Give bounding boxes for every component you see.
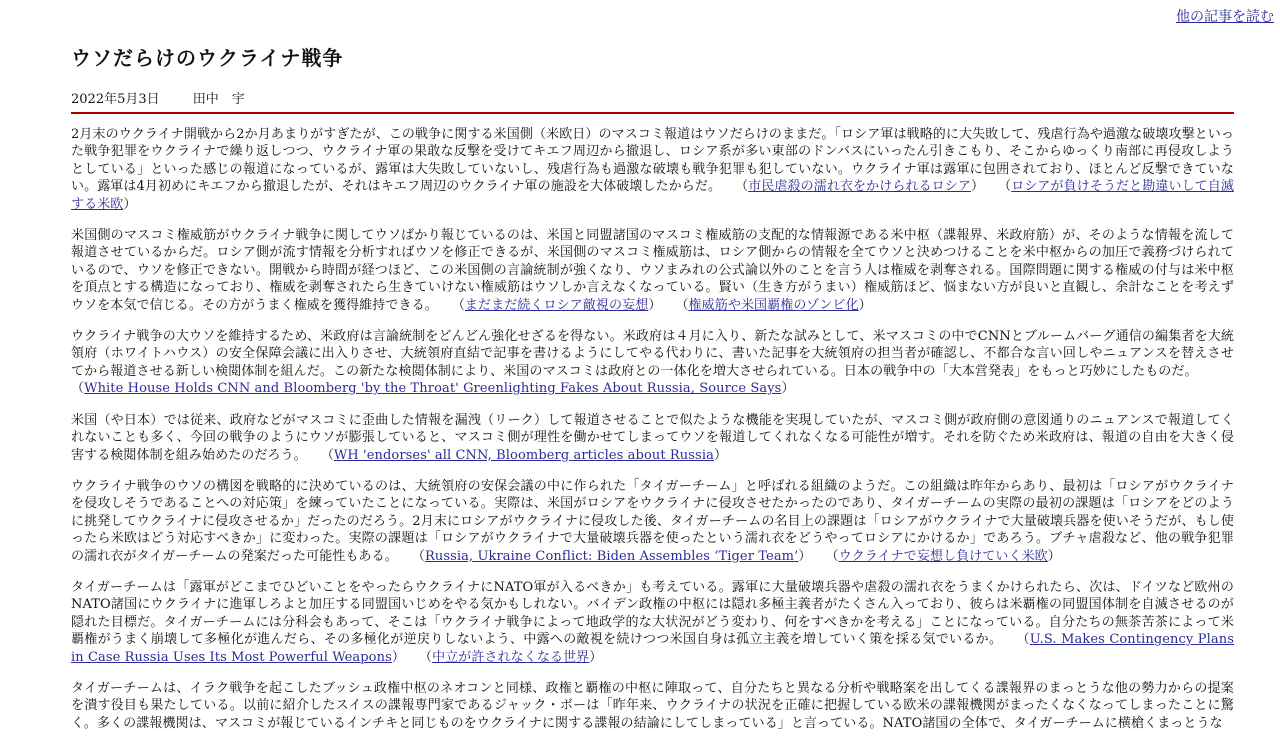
paragraph-2: 米国側のマスコミ権威筋がウクライナ戦争に関してウソばかり報じているのは、米国と同盟諸国のマスコミ権威筋の支配的な情報源である米中枢（諜報界、米政府筋）が、そのような情報を流して報道させているからだ。ロシア側が流す情報を分析すればウソを修正できるが、米国側のマスコミ権威筋は、ロシア側からの情報を全てウソと決めつけることを米中枢からの加圧で義務づけられているので、ウソを修正できない。開戦から時間が経つほど、この米国側の言論統制が強くなり、ウソまみれの公式論以外のことを言う人は権威を剥奪される。国際問題に関する権威の付与は米中枢を頂点とする構造になっており、権威を剥奪されたら生きていけない権威筋はウソしか言えなくなっている。賢い（生き方がうまい）権威筋ほど、悩まない方が良いと直観し、余計なことを考えずウソを本気で信じる。その方がうまく権威を獲得維持できる。 （まだまだ続くロシア敵視の妄想） （権威筋や米国覇権のゾンビ化）: [71, 228, 1234, 313]
title-divider: [71, 112, 1234, 114]
article-body: [71, 126, 1234, 746]
paragraph-text: タイガーチームは「露軍がどこまでひどいことをやったらウクライナにNATO軍が入るべきか」も考えている。露軍に大量破壊兵器や虐殺の濡れ衣をうまくかけられたら、次は、ドイツなど欧州のNATO諸国にウクライナに進軍しろよと加圧する同盟国いじめをやる気かもしれない。バイデン政権の中枢には隠れ多極主義者がたくさん入っており、彼らは米覇権の同盟国体制を自滅させるのが隠れた目標だ。タイガーチームには分科会もあって、そこは「ウクライナ戦争によって地政学的な大状況がどう変わり、何をすべきかを考える」ことになっている。自分たちの無茶苦茶によって米覇権がうまく崩壊して多極化が進んだら、その多極化が逆戻りしないよう、中露への敵視を続けつつ米国自身は孤立主義を増していく策を採る気でいるか。: [71, 579, 1234, 648]
paragraph-text: タイガーチームは、イラク戦争を起こしたブッシュ政権中枢のネオコンと同様、政権と覇権の中枢に陣取って、自分たちと異なる分析や戦略案を出してくる諜報界のまっとうな他の勢力からの提案を潰す役目も果たしている。以前に紹介したスイスの諜報専門家であるジャック・ボーは「昨年来、ウクライナの状況を正確に把握している欧米の諜報機関がまったくなくなってしまったことに驚く。多くの諜報機関は、マスコミが報じているインチキと同じものをウクライナに関する諜報の結論にしてしまっている」と言っている。NATO諸国の全体で、タイガーチームに横槍くまっとうな: [71, 680, 1234, 731]
paragraph-text: 2月末のウクライナ開戦から2か月あまりがすぎたが、この戦争に関する米国側（米欧日）のマスコミ報道はウソだらけのままだ。「ロシア軍は戦略的に大失敗して、残虐行為や過激な破壊攻撃といった戦争犯罪をウクライナで繰り返しつつ、ウクライナ軍の果敢な反撃を受けてキエフ周辺から撤退し、ロシア系が多い東部のドンバスにいったん引きこもり、そこからゆっくり南部に再侵攻しようとしている」といった感じの報道になっているが、露軍は大失敗していないし、残虐行為も過激な破壊も戦争犯罪も犯していない。ウクライナ軍は露軍に包囲されており、ほとんど反撃できていない。露軍は4月初めにキエフから撤退したが、それはキエフ周辺のウクライナ軍の施設を大体破壊したからだ。: [71, 127, 1234, 195]
source-link[interactable]: U.S. Makes Contingency Plans in Case Russia Uses Its Most Powerful Weapons: [71, 632, 1234, 665]
paragraph-6: タイガーチームは「露軍がどこまでひどいことをやったらウクライナにNATO軍が入るべきか」も考えている。露軍に大量破壊兵器や虐殺の濡れ衣をうまくかけられたら、次は、ドイツなど欧州のNATO諸国にウクライナに進軍しろよと加圧する同盟国いじめをやる気かもしれない。バイデン政権の中枢には隠れ多極主義者がたくさん入っており、彼らは米覇権の同盟国体制を自滅させるのが隠れた目標だ。タイガーチームには分科会もあって、そこは「ウクライナ戦争によって地政学的な大状況がどう変わり、何をすべきかを考える」ことになっている。自分たちの無茶苦茶によって米覇権がうまく崩壊して多極化が進んだら、その多極化が逆戻りしないよう、中露への敵視を続けつつ米国自身は孤立主義を増していく策を採る気でいるか。 （U.S. Makes Contingency Plans in Case Russia Uses Its Most Powerful Weapons） （中立が許されなくなる世界）: [71, 579, 1234, 665]
paragraph-text: ウクライナ戦争の大ウソを維持するため、米政府は言論統制をどんどん強化せざるを得ない。米政府は４月に入り、新たな試みとして、米マスコミの中でCNNとブルームバーグ通信の編集者を大統領府（ホワイトハウス）の安全保障会議に出入りさせ、大統領府直結で記事を書けるようにしてやる代わりに、書いた記事を大統領府の担当者が確認し、不都合な言い回しやニュアンスを替えさせてから報道させる新しい検閲体制を組んだ。この新たな検閲体制により、米国のマスコミは政府との一体化を増大させられている。日本の戦争中の「大本営発表」をもっと巧妙にしたものだ。: [71, 329, 1234, 379]
related-article-link[interactable]: 中立が許されなくなる世界: [432, 649, 590, 665]
source-link[interactable]: WH 'endorses' all CNN, Bloomberg articles about Russia: [333, 447, 714, 463]
article-title: ウソだらけのウクライナ戦争: [71, 46, 344, 70]
other-articles-link[interactable]: 他の記事を読む: [1176, 9, 1274, 25]
source-link[interactable]: White House Holds CNN and Bloomberg 'by the Throat' Greenlighting Fakes About Russia, Source Says: [84, 381, 782, 397]
source-link[interactable]: Russia, Ukraine Conflict: Biden Assembles ‘Tiger Team’: [424, 548, 799, 564]
paragraph-5: ウクライナ戦争のウソの構図を戦略的に決めているのは、大統領府の安保会議の中に作られた「タイガーチーム」と呼ばれる組織のようだ。この組織は昨年からあり、最初は「ロシアがウクライナを侵攻しそうであることへの対応策」を練っていたことになっている。実際は、米国がロシアをウクライナに侵攻させたかったのであり、タイガーチームの実際の最初の課題は「ロシアをどのように挑発してウクライナに侵攻させるか」だったのだろう。2月末にロシアがウクライナに侵攻した後、タイガーチームの名目上の課題は「ロシアがウクライナで大量破壊兵器を使いそうだが、もし使ったら米欧はどう対応すべきか」に変わった。実際の課題は「ロシアがウクライナで大量破壊兵器を使ったという濡れ衣をどうやってロシアにかけるか」であろう。ブチャ虐殺など、他の戦争犯罪の濡れ衣がタイガーチームの発案だった可能性もある。 （Russia, Ukraine Conflict: Biden Assembles ‘Tiger Team’） （ウクライナで妄想し負けていく米欧）: [71, 478, 1234, 564]
paragraph-1: 2月末のウクライナ開戦から2か月あまりがすぎたが、この戦争に関する米国側（米欧日）のマスコミ報道はウソだらけのままだ。「ロシア軍は戦略的に大失敗して、残虐行為や過激な破壊攻撃といった戦争犯罪をウクライナで繰り返しつつ、ウクライナ軍の果敢な反撃を受けてキエフ周辺から撤退し、ロシア系が多い東部のドンバスにいったん引きこもり、そこからゆっくり南部に再侵攻しようとしている」といった感じの報道になっているが、露軍は大失敗していないし、残虐行為も過激な破壊も戦争犯罪も犯していない。ウクライナ軍は露軍に包囲されており、ほとんど反撃できていない。露軍は4月初めにキエフから撤退したが、それはキエフ周辺のウクライナ軍の施設を大体破壊したからだ。 （市民虐殺の濡れ衣をかけられるロシア） （ロシアが負けそうだと勘違いして自滅する米欧）: [71, 127, 1234, 212]
paragraph-text: 米国（や日本）では従来、政府などがマスコミに歪曲した情報を漏洩（リーク）して報道させることで似たような機能を実現していたが、マスコミ側が政府側の意図通りのニュアンスで報道してくれないことも多く、今回の戦争のようにウソが膨張していると、マスコミ側が理性を働かせてしまってウソを報道してくれなくなる可能性が増す。それを防ぐため米政府は、報道の自由を大きく侵害する検閲体制を組み始めたのだろう。: [71, 412, 1234, 463]
related-article-link[interactable]: 市民虐殺の濡れ衣をかけられるロシア: [748, 179, 971, 195]
related-article-link[interactable]: 権威筋や米国覇権のゾンビ化: [688, 297, 859, 313]
article-date: 2022年5月3日: [71, 92, 160, 107]
paragraph-text: ウクライナ戦争のウソの構図を戦略的に決めているのは、大統領府の安保会議の中に作られた「タイガーチーム」と呼ばれる組織のようだ。この組織は昨年からあり、最初は「ロシアがウクライナを侵攻しそうであることへの対応策」を練っていたことになっている。実際は、米国がロシアをウクライナに侵攻させたかったのであり、タイガーチームの実際の最初の課題は「ロシアをどのように挑発してウクライナに侵攻させるか」だったのだろう。2月末にロシアがウクライナに侵攻した後、タイガーチームの名目上の課題は「ロシアがウクライナで大量破壊兵器を使いそうだが、もし使ったら米欧はどう対応すべきか」に変わった。実際の課題は「ロシアがウクライナで大量破壊兵器を使ったという濡れ衣をどうやってロシアにかけるか」であろう。ブチャ虐殺など、他の戦争犯罪の濡れ衣がタイガーチームの発案だった可能性もある。: [71, 478, 1234, 564]
related-article-link[interactable]: ウクライナで妄想し負けていく米欧: [838, 548, 1048, 564]
byline: [71, 88, 245, 107]
paragraph-text: 米国側のマスコミ権威筋がウクライナ戦争に関してウソばかり報じているのは、米国と同盟諸国のマスコミ権威筋の支配的な情報源である米中枢（諜報界、米政府筋）が、そのような情報を流して報道させているからだ。ロシア側が流す情報を分析すればウソを修正できるが、米国側のマスコミ権威筋は、ロシア側からの情報を全てウソと決めつけることを米中枢からの加圧で義務づけられているので、ウソを修正できない。開戦から時間が経つほど、この米国側の言論統制が強くなり、ウソまみれの公式論以外のことを言う人は権威を剥奪される。国際問題に関する権威の付与は米中枢を頂点とする構造になっており、権威を剥奪されたら生きていけない権威筋はウソしか言えなくなっている。賢い（生き方がうまい）権威筋ほど、悩まない方が良いと直観し、余計なことを考えずウソを本気で信じる。その方がうまく権威を獲得維持できる。: [71, 228, 1234, 313]
paragraph-4: 米国（や日本）では従来、政府などがマスコミに歪曲した情報を漏洩（リーク）して報道させることで似たような機能を実現していたが、マスコミ側が政府側の意図通りのニュアンスで報道してくれないことも多く、今回の戦争のようにウソが膨張していると、マスコミ側が理性を働かせてしまってウソを報道してくれなくなる可能性が増す。それを防ぐため米政府は、報道の自由を大きく侵害する検閲体制を組み始めたのだろう。 （WH 'endorses' all CNN, Bloomberg articles about Russia）: [71, 412, 1234, 463]
paragraph-7: [71, 680, 1234, 732]
article-author: 田中 宇: [192, 92, 245, 107]
paragraph-3: ウクライナ戦争の大ウソを維持するため、米政府は言論統制をどんどん強化せざるを得ない。米政府は４月に入り、新たな試みとして、米マスコミの中でCNNとブルームバーグ通信の編集者を大統領府（ホワイトハウス）の安全保障会議に出入りさせ、大統領府直結で記事を書けるようにしてやる代わりに、書いた記事を大統領府の担当者が確認し、不都合な言い回しやニュアンスを替えさせてから報道させる新しい検閲体制を組んだ。この新たな検閲体制により、米国のマスコミは政府との一体化を増大させられている。日本の戦争中の「大本営発表」をもっと巧妙にしたものだ。 （White House Holds CNN and Bloomberg 'by the Throat' Greenlighting Fakes About Russia, Source Says）: [71, 329, 1234, 397]
related-article-link[interactable]: ロシアが負けそうだと勘違いして自滅する米欧: [71, 179, 1234, 212]
related-article-link[interactable]: まだまだ続くロシア敵視の妄想: [464, 297, 649, 313]
